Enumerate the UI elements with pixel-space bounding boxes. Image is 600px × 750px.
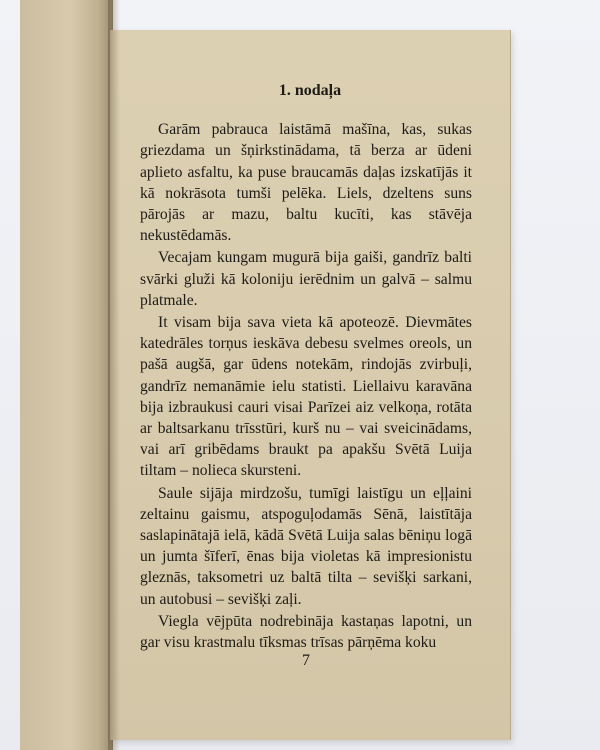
paragraph: Garām pabrauca laistāmā mašīna, kas, sukas griezdama un šņirkstinādama, tā berza ar ūdeni aplieto asfaltu, ka puse braucamās daļas izskatījās it kā nokrāsota tumši pelēka. Liels, dzeltens suns pārojās ar mazu, baltu kucīti, kas stāvēja nekustēdamās.	[140, 121, 472, 245]
left-page	[20, 0, 113, 750]
paragraph: It visam bija sava vieta kā apoteozē. Dievmātes katedrāles torņus ieskāva debesu svelmes oreols, un pašā augšā, gar ūdens notekām, rindojās zvirbuļi, gandrīz nemanāmie ielu statisti. Liellaivu karavāna bija izbraukusi cauri visai Parīzei aiz velkoņa, rotāta ar baltsarkanu trīsstūri, kurš nu – vai sveicinādams, vai arī gribēdams braukt pa apakšu Svētā Luija tiltam – nolieca skursteni.	[140, 314, 472, 480]
page-number: 7	[302, 652, 310, 669]
page-text	[140, 80, 472, 654]
paragraph: Vecajam kungam mugurā bija gaiši, gandrīz balti svārki gluži kā koloniju ierēdnim un galvā – salmu platmale.	[140, 249, 472, 309]
paragraph: Saule sijāja mirdzošu, tumīgi laistīgu un eļļaini zeltainu gaismu, atspoguļodamās Sēnā, laistītāja saslapinātajā ielā, kādā Svētā Luija salas bēniņu logā un jumta šīferī, ēnas bija violetas kā impresionistu gleznās, taksometri uz baltā tilta – sevišķi sarkani, un autobusi – sevišķi zaļi.	[140, 484, 472, 608]
paragraph: Viegla vējpūta nodrebināja kastaņas lapotni, un gar visu krastmalu tīksmas trīsas pārņēma koku	[140, 612, 472, 652]
chapter-title: 1. nodaļa	[278, 82, 342, 99]
page-gutter	[108, 0, 120, 750]
